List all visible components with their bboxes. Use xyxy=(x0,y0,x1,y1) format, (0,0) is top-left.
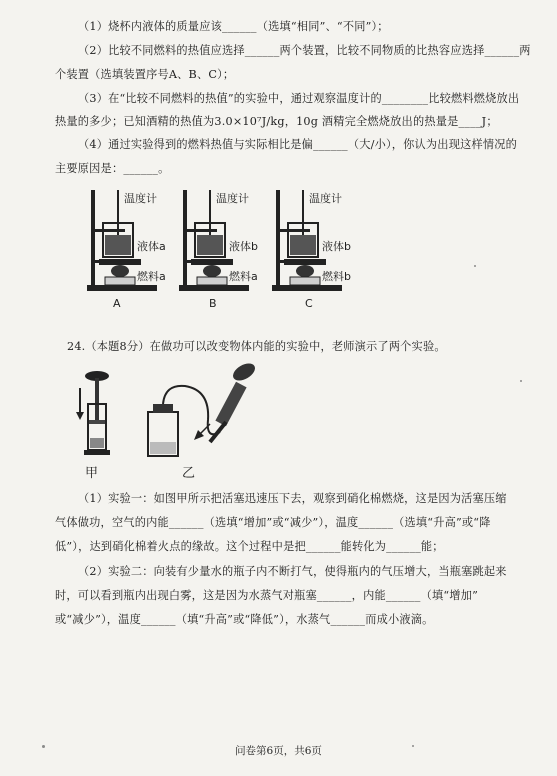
q23-part2-line1: （2）比较不同燃料的热值应选择______两个装置，比较不同物质的比热容应选择______两 xyxy=(78,44,531,57)
figure-jia-label: 甲 xyxy=(85,466,99,481)
q24-exp1-line2: 气体做功，空气的内能______（选填“增加”或“减少”），温度______（选填“升高”或“降 xyxy=(55,516,491,529)
apparatus-b xyxy=(177,185,277,313)
q24-exp1-line1: （1）实验一：如图甲所示把活塞迅速压下去，观察到硝化棉燃烧，这是因为活塞压缩 xyxy=(78,492,507,505)
scan-speck xyxy=(520,380,522,382)
q23-part3-line2: 热量的多少；已知酒精的热值为3.0×10⁷J/kg，10g 酒精完全燃烧放出的热量是____J； xyxy=(55,115,498,128)
apparatus-b-fuel-label: 燃料a xyxy=(229,270,258,283)
apparatus-b-thermometer-label: 温度计 xyxy=(216,192,249,205)
figure-yi xyxy=(140,360,270,485)
apparatus-a xyxy=(85,185,185,313)
page-footer: 问卷第6页，共6页 xyxy=(235,745,322,757)
apparatus-a-thermometer-label: 温度计 xyxy=(124,192,157,205)
apparatus-c-id: C xyxy=(305,297,313,310)
scan-speck xyxy=(42,745,45,748)
q23-part1: （1）烧杯内液体的质量应该______（选填“相同”、“不同”）； xyxy=(78,20,389,33)
q23-part4-line2: 主要原因是：______。 xyxy=(55,162,170,175)
figure-jia xyxy=(75,368,125,483)
apparatus-c-fuel-label: 燃料b xyxy=(322,270,351,283)
q23-part2-line2: 个装置（选填装置序号A、B、C）； xyxy=(55,68,235,81)
apparatus-c-thermometer-label: 温度计 xyxy=(309,192,342,205)
apparatus-b-id: B xyxy=(209,297,217,310)
q24-exp2-line2: 时，可以看到瓶内出现白雾，这是因为水蒸气对瓶塞______，内能______（填“增加” xyxy=(55,589,478,602)
q23-part4-line1: （4）通过实验得到的燃料热值与实际相比是偏______（大/小），你认为出现这样情况的 xyxy=(78,138,518,151)
q24-exp2-line3: 或“减少”），温度______（填“升高”或“降低”），水蒸气______而成小液滴。 xyxy=(55,613,434,626)
apparatus-b-liquid-label: 液体b xyxy=(229,240,258,253)
figure-yi-label: 乙 xyxy=(182,466,196,481)
apparatus-c-liquid-label: 液体b xyxy=(322,240,351,253)
q24-exp2-line1: （2）实验二：向装有少量水的瓶子内不断打气，使得瓶内的气压增大，当瓶塞跳起来 xyxy=(78,565,507,578)
bottle-pump-drawing xyxy=(140,360,270,460)
q24-exp1-line3: 低”），达到硝化棉着火点的缘故。这个过程中是把______能转化为______能； xyxy=(55,540,444,553)
scan-speck xyxy=(412,745,414,747)
scan-speck xyxy=(474,265,476,267)
apparatus-a-liquid-label: 液体a xyxy=(137,240,166,253)
syringe-drawing xyxy=(75,368,125,460)
apparatus-a-fuel-label: 燃料a xyxy=(137,270,166,283)
apparatus-c xyxy=(270,185,370,313)
q24-title: 24.（本题8分）在做功可以改变物体内能的实验中，老师演示了两个实验。 xyxy=(67,340,446,353)
apparatus-a-id: A xyxy=(113,297,121,310)
q23-part3-line1: （3）在“比较不同燃料的热值”的实验中，通过观察温度计的________比较燃料燃烧放出 xyxy=(78,92,520,105)
